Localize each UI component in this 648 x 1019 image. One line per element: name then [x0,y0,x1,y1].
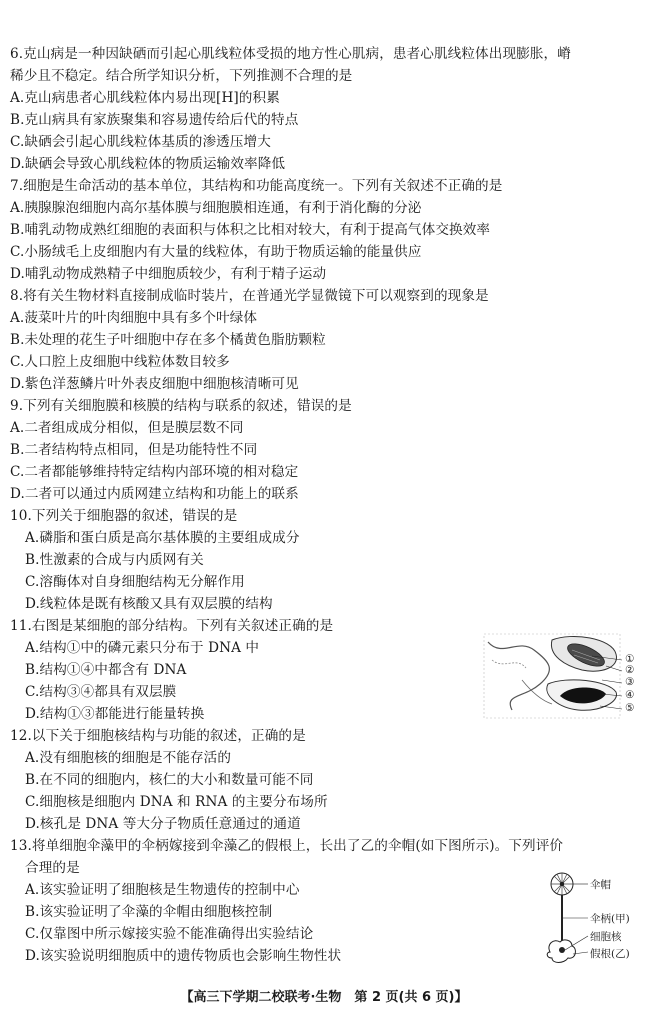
q13-option-d: D.该实验说明细胞质中的遗传物质也会影响生物性状 [25,948,342,964]
cell-label-5: ⑤ [625,702,635,714]
q9-option-d: D.二者可以通过内质网建立结构和功能上的联系 [10,486,299,502]
q13-option-b: B.该实验证明了伞藻的伞帽由细胞核控制 [25,904,273,920]
page-footer: 【高三下学期二校联考·生物 第 2 页(共 6 页)】 [180,990,468,1005]
algae-label-stalk: 伞柄(甲) [590,913,630,925]
q11-option-d: D.结构①③都能进行能量转换 [25,706,205,722]
cell-label-1: ① [625,653,635,665]
q9-option-c: C.二者都能够维持特定结构内部环境的相对稳定 [10,464,299,480]
algae-graft-figure [540,870,644,970]
q6-option-c: C.缺硒会引起心肌线粒体基质的渗透压增大 [10,134,271,150]
algae-label-nucleus: 细胞核 [590,931,622,943]
q9-option-b: B.二者结构特点相同，但是功能特性不同 [10,442,258,458]
q13-stem-line-1: 13.将单细胞伞藻甲的伞柄嫁接到伞藻乙的假根上，长出了乙的伞帽(如下图所示)。下列评价 [10,838,564,854]
q10-stem-line-1: 10.下列关于细胞器的叙述，错误的是 [10,508,238,524]
cell-label-3: ③ [625,676,635,688]
cell-label-4: ④ [625,689,635,701]
q9-option-a: A.二者组成成分相似，但是膜层数不同 [10,420,244,436]
q7-option-a: A.胰腺腺泡细胞内高尔基体膜与细胞膜相连通，有利于消化酶的分泌 [10,200,422,216]
q6-stem-line-2: 稀少且不稳定。结合所学知识分析，下列推测不合理的是 [10,68,353,84]
q12-option-a: A.没有细胞核的细胞是不能存活的 [25,750,232,766]
q11-stem-line-1: 11.右图是某细胞的部分结构。下列有关叙述正确的是 [10,618,334,634]
q12-option-b: B.在不同的细胞内，核仁的大小和数量可能不同 [25,772,314,788]
q7-option-d: D.哺乳动物成熟精子中细胞质较少，有利于精子运动 [10,266,327,282]
q6-option-a: A.克山病患者心肌线粒体内易出现[H]的积累 [10,90,280,106]
q8-option-c: C.人口腔上皮细胞中线粒体数目较多 [10,354,230,370]
q13-stem-line-2: 合理的是 [25,860,80,876]
q7-option-b: B.哺乳动物成熟红细胞的表面积与体积之比相对较大，有利于提高气体交换效率 [10,222,491,238]
q11-option-a: A.结构①中的磷元素只分布于 DNA 中 [25,640,260,656]
q7-option-c: C.小肠绒毛上皮细胞内有大量的线粒体，有助于物质运输的能量供应 [10,244,422,260]
q8-option-b: B.未处理的花生子叶细胞中存在多个橘黄色脂肪颗粒 [10,332,326,348]
q8-stem-line-1: 8.将有关生物材料直接制成临时装片，在普通光学显微镜下可以观察到的现象是 [10,288,489,304]
q8-option-a: A.菠菜叶片的叶肉细胞中具有多个叶绿体 [10,310,258,326]
cell-structure-figure [482,630,642,722]
q12-option-d: D.核孔是 DNA 等大分子物质任意通过的通道 [25,816,301,832]
q10-option-b: B.性激素的合成与内质网有关 [25,552,204,568]
q6-option-d: D.缺硒会导致心肌线粒体的物质运输效率降低 [10,156,286,172]
q6-stem-line-1: 6.克山病是一种因缺硒而引起心肌线粒体受损的地方性心肌病，患者心肌线粒体出现膨胀，嵴 [10,46,571,62]
q10-option-c: C.溶酶体对自身细胞结构无分解作用 [25,574,245,590]
q10-option-a: A.磷脂和蛋白质是高尔基体膜的主要组成成分 [25,530,300,546]
q8-option-d: D.紫色洋葱鳞片叶外表皮细胞中细胞核清晰可见 [10,376,299,392]
cell-label-2: ② [625,664,635,676]
q11-option-b: B.结构①④中都含有 DNA [25,662,187,678]
q9-stem-line-1: 9.下列有关细胞膜和核膜的结构与联系的叙述，错误的是 [10,398,352,414]
q13-option-a: A.该实验证明了细胞核是生物遗传的控制中心 [25,882,300,898]
q11-option-c: C.结构③④都具有双层膜 [25,684,177,700]
q13-option-c: C.仅靠图中所示嫁接实验不能准确得出实验结论 [25,926,314,942]
q12-option-c: C.细胞核是细胞内 DNA 和 RNA 的主要分布场所 [25,794,328,810]
cell-structure-drawing [482,630,642,722]
algae-label-rhizoid: 假根(乙) [590,948,630,960]
q6-option-b: B.克山病具有家族聚集和容易遗传给后代的特点 [10,112,299,128]
q7-stem-line-1: 7.细胞是生命活动的基本单位，其结构和功能高度统一。下列有关叙述不正确的是 [10,178,503,194]
q10-option-d: D.线粒体是既有核酸又具有双层膜的结构 [25,596,273,612]
algae-label-cap: 伞帽 [590,879,611,891]
q12-stem-line-1: 12.以下关于细胞核结构与功能的叙述，正确的是 [10,728,306,744]
